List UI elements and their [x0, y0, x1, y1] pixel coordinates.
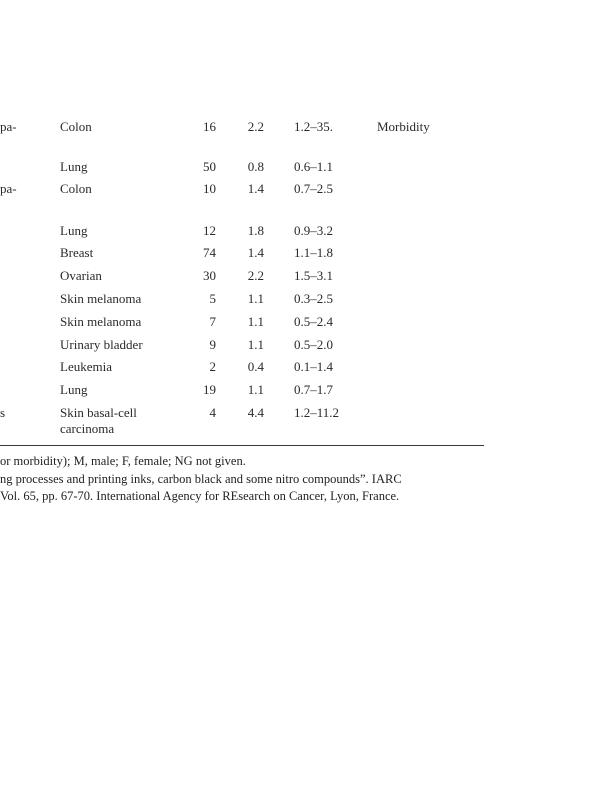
observed-cases-cell: 50 [203, 159, 216, 174]
confidence-interval-cell: 0.7–1.7 [294, 382, 333, 397]
footnote-source-line-2: Vol. 65, pp. 67-70. International Agency for REsearch on Cancer, Lyon, France. [0, 489, 400, 503]
confidence-interval-cell: 0.1–1.4 [294, 359, 333, 374]
risk-ratio-cell: 0.8 [247, 159, 264, 174]
row-left-fragment: pa- [0, 119, 17, 134]
cancer-site-cell: Urinary bladder [60, 337, 143, 352]
risk-ratio-cell: 1.1 [247, 314, 264, 329]
cancer-site-cell: Ovarian [60, 268, 102, 283]
confidence-interval-cell: 1.5–3.1 [294, 268, 333, 283]
risk-ratio-cell: 1.4 [247, 245, 264, 260]
observed-cases-cell: 30 [203, 268, 216, 283]
risk-ratio-cell: 1.8 [247, 223, 264, 238]
risk-ratio-cell: 4.4 [247, 405, 264, 420]
confidence-interval-cell: 0.3–2.5 [294, 291, 333, 306]
cancer-site-cell: Colon [60, 119, 92, 134]
risk-ratio-cell: 0.4 [247, 359, 264, 374]
row-left-fragment: pa- [0, 181, 17, 196]
confidence-interval-cell: 1.1–1.8 [294, 245, 333, 260]
risk-ratio-cell: 2.2 [247, 268, 264, 283]
observed-cases-cell: 74 [203, 245, 216, 260]
cancer-site-cell: Skin basal-cell carcinoma [60, 405, 137, 436]
confidence-interval-cell: 0.6–1.1 [294, 159, 333, 174]
observed-cases-cell: 9 [209, 337, 216, 352]
risk-ratio-cell: 1.1 [247, 382, 264, 397]
risk-ratio-cell: 1.1 [247, 291, 264, 306]
cancer-site-cell: Skin melanoma [60, 291, 142, 306]
observed-cases-cell: 12 [203, 223, 216, 238]
cancer-site-cell: Colon [60, 181, 92, 196]
confidence-interval-cell: 0.5–2.0 [294, 337, 333, 352]
table-bottom-rule [0, 445, 484, 446]
observed-cases-cell: 19 [203, 382, 216, 397]
footnote-source-line-1: ng processes and printing inks, carbon black and some nitro compounds”. IARC [0, 472, 402, 486]
confidence-interval-cell: 0.7–2.5 [294, 181, 333, 196]
observed-cases-cell: 4 [209, 405, 216, 420]
observed-cases-cell: 10 [203, 181, 216, 196]
risk-ratio-cell: 1.1 [247, 337, 264, 352]
cancer-site-cell: Skin melanoma [60, 314, 142, 329]
observed-cases-cell: 5 [209, 291, 216, 306]
risk-ratio-cell: 1.4 [247, 181, 264, 196]
observed-cases-cell: 2 [209, 359, 216, 374]
confidence-interval-cell: 0.9–3.2 [294, 223, 333, 238]
row-left-fragment: s [0, 405, 6, 420]
confidence-interval-cell: 1.2–11.2 [294, 405, 340, 420]
risk-ratio-cell: 2.2 [247, 119, 264, 134]
footnote-abbreviations: or morbidity); M, male; F, female; NG not given. [0, 454, 246, 468]
cancer-site-cell: Leukemia [60, 359, 112, 374]
observed-cases-cell: 7 [209, 314, 216, 329]
observed-cases-cell: 16 [203, 119, 216, 134]
cancer-site-cell: Lung [60, 159, 88, 174]
confidence-interval-cell: 1.2–35. [294, 119, 333, 134]
cancer-site-cell: Lung [60, 382, 88, 397]
comment-cell: Morbidity [377, 119, 430, 134]
confidence-interval-cell: 0.5–2.4 [294, 314, 333, 329]
cancer-site-cell: Lung [60, 223, 88, 238]
cancer-site-cell: Breast [60, 245, 94, 260]
